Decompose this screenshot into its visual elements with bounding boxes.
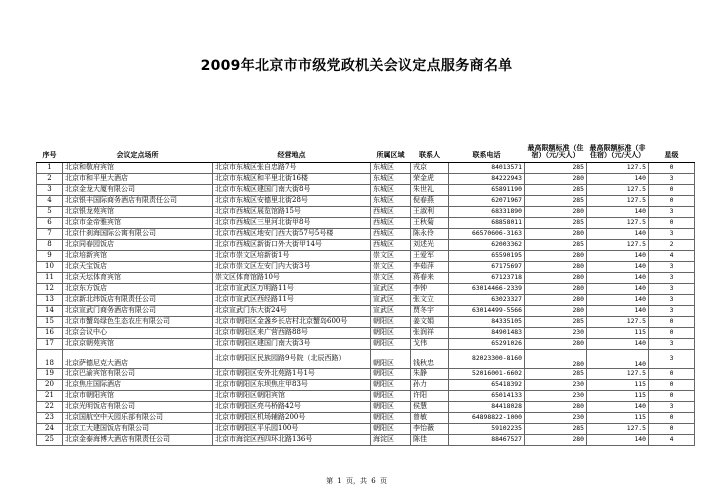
cell-district: 东城区 [371,185,411,196]
cell-venue-name: 北京东方饭店 [63,284,213,295]
cell-contact-person: 许阳 [411,391,449,402]
cell-venue-name: 北京培新宾馆 [63,251,213,262]
cell-price-lodging: 285 [525,369,587,380]
cell-price-lodging: 280 [525,207,587,218]
cell-phone: 84013571 [449,163,525,174]
cell-venue-name: 北京银龙苑宾馆 [63,207,213,218]
cell-phone: 64898822-1000 [449,413,525,424]
cell-district: 朝阳区 [371,413,411,424]
cell-address: 北京市朝阳区东坝焦庄甲83号 [213,380,371,391]
cell-price-no-lodging: 140 [587,350,649,369]
table-row [37,196,695,207]
cell-price-no-lodging: 140 [587,402,649,413]
cell-idx: 19 [37,369,63,380]
cell-address: 北京市朝阳区机场辅路200号 [213,413,371,424]
cell-price-no-lodging: 140 [587,229,649,240]
table-row [37,240,695,251]
footer-prefix: 第 [326,477,334,485]
cell-star: 0 [649,218,695,229]
cell-venue-name: 北京新北纬饭店有限责任公司 [63,295,213,306]
header-address: 经营地点 [213,126,371,163]
cell-price-lodging: 280 [525,251,587,262]
cell-price-lodging: 285 [525,317,587,328]
table-row [37,262,695,273]
cell-phone: 52016001-6602 [449,369,525,380]
cell-price-lodging: 280 [525,350,587,369]
cell-district: 宣武区 [371,284,411,295]
cell-price-lodging: 230 [525,380,587,391]
cell-idx: 10 [37,262,63,273]
cell-district: 崇文区 [371,273,411,284]
table-row [37,380,695,391]
cell-phone: 82023300-8160 [449,350,525,369]
header-phone: 联系电话 [449,126,525,163]
cell-idx: 25 [37,435,63,446]
cell-star: 3 [649,273,695,284]
cell-phone: 84335105 [449,317,525,328]
cell-district: 宣武区 [371,295,411,306]
cell-idx: 21 [37,391,63,402]
cell-address: 北京市崇文区培新街1号 [213,251,371,262]
cell-address: 北京市东城区和平里北街16楼 [213,174,371,185]
cell-contact-person: 王淑利 [411,207,449,218]
cell-idx: 16 [37,328,63,339]
cell-phone: 63014499-5566 [449,306,525,317]
cell-idx: 12 [37,284,63,295]
cell-price-lodging: 230 [525,413,587,424]
cell-idx: 13 [37,295,63,306]
cell-price-no-lodging: 127.5 [587,424,649,435]
cell-phone: 65291026 [449,339,525,350]
header-district: 所属区域 [371,126,411,163]
cell-phone: 63023327 [449,295,525,306]
table-row [37,424,695,435]
cell-price-lodging: 280 [525,295,587,306]
footer-page-number: 1 [337,477,342,485]
cell-phone: 62003362 [449,240,525,251]
cell-contact-person: 贾冬宇 [411,306,449,317]
cell-star: 0 [649,391,695,402]
table-row [37,402,695,413]
table-row [37,339,695,350]
cell-district: 朝阳区 [371,328,411,339]
cell-contact-person: 戎京 [411,163,449,174]
cell-idx: 4 [37,196,63,207]
cell-price-lodging: 285 [525,163,587,174]
cell-star: 3 [649,350,695,369]
cell-contact-person: 曾敏 [411,413,449,424]
cell-price-lodging: 285 [525,424,587,435]
cell-idx: 6 [37,218,63,229]
cell-district: 东城区 [371,163,411,174]
table-row [37,295,695,306]
table-row [37,218,695,229]
table-row [37,369,695,380]
cell-idx: 17 [37,339,63,350]
cell-address: 北京市宣武区西经路11号 [213,295,371,306]
cell-idx: 9 [37,251,63,262]
cell-contact-person: 王秋菊 [411,218,449,229]
cell-phone: 59102235 [449,424,525,435]
cell-price-no-lodging: 127.5 [587,185,649,196]
cell-phone: 67123718 [449,273,525,284]
cell-contact-person: 王爱军 [411,251,449,262]
vendor-table [36,126,695,446]
cell-district: 东城区 [371,174,411,185]
table-row [37,284,695,295]
cell-contact-person: 钱秋忠 [411,350,449,369]
cell-phone: 67175697 [449,262,525,273]
cell-price-no-lodging: 140 [587,262,649,273]
cell-phone: 84418028 [449,402,525,413]
cell-phone: 65891190 [449,185,525,196]
table-row [37,328,695,339]
cell-contact-person: 荣金虎 [411,174,449,185]
cell-price-no-lodging: 140 [587,174,649,185]
cell-district: 朝阳区 [371,350,411,369]
cell-price-lodging: 230 [525,328,587,339]
cell-address: 北京市西城区展览馆路15号 [213,207,371,218]
cell-venue-name: 北京工大建国饭店有限公司 [63,424,213,435]
cell-star: 3 [649,174,695,185]
cell-contact-person: 张润祥 [411,328,449,339]
cell-address: 北京市朝阳区亮马桥路42号 [213,402,371,413]
cell-price-lodging: 285 [525,240,587,251]
cell-district: 朝阳区 [371,402,411,413]
cell-venue-name: 北京什刹海国际公寓有限公司 [63,229,213,240]
cell-idx: 18 [37,350,63,369]
table-row [37,251,695,262]
cell-district: 东城区 [371,196,411,207]
cell-price-no-lodging: 115 [587,328,649,339]
page-footer [0,476,713,486]
cell-contact-person: 蒋春来 [411,273,449,284]
cell-price-no-lodging: 140 [587,435,649,446]
cell-address: 北京市海淀区西四环北路136号 [213,435,371,446]
cell-price-no-lodging: 115 [587,380,649,391]
cell-phone: 88467527 [449,435,525,446]
cell-contact-person: 陈佳 [411,435,449,446]
cell-contact-person: 李怡薇 [411,424,449,435]
cell-star: 3 [649,229,695,240]
cell-idx: 2 [37,174,63,185]
cell-venue-name: 北京京朝苑宾馆 [63,339,213,350]
cell-address: 崇文区体育馆路10号 [213,273,371,284]
cell-address: 北京市朝阳区安外北苑路1号1号 [213,369,371,380]
cell-address: 北京市东城区张自忠路7号 [213,163,371,174]
cell-idx: 22 [37,402,63,413]
page-title: 2009年北京市市级党政机关会议定点服务商名单 [200,58,513,74]
cell-price-no-lodging: 140 [587,284,649,295]
table-row [37,163,695,174]
cell-price-no-lodging: 115 [587,391,649,402]
cell-star: 3 [649,339,695,350]
cell-phone: 84222943 [449,174,525,185]
cell-phone: 66570606-3163 [449,229,525,240]
cell-price-no-lodging: 115 [587,413,649,424]
cell-venue-name: 北京国航空中天园乐部有限公司 [63,413,213,424]
cell-star: 0 [649,380,695,391]
footer-total-pages: 6 [371,477,376,485]
cell-contact-person: 张文立 [411,295,449,306]
cell-star: 3 [649,262,695,273]
header-idx: 序号 [37,126,63,163]
cell-star: 3 [649,207,695,218]
cell-price-lodging: 280 [525,435,587,446]
cell-venue-name: 北京金龙大厦有限公司 [63,185,213,196]
cell-contact-person: 朱静 [411,369,449,380]
cell-price-lodging: 280 [525,262,587,273]
cell-address: 北京市朝阳区朝阳宾馆 [213,391,371,402]
cell-contact-person: 李钟 [411,284,449,295]
cell-price-lodging: 280 [525,229,587,240]
cell-price-lodging: 280 [525,273,587,284]
cell-venue-name: 北京焦庄国际酒店 [63,380,213,391]
cell-price-no-lodging: 140 [587,339,649,350]
cell-price-lodging: 280 [525,402,587,413]
header-contact-person: 联系人 [411,126,449,163]
cell-district: 西城区 [371,218,411,229]
cell-phone: 68858011 [449,218,525,229]
cell-address: 北京市西城区地安门西大街57号5号楼 [213,229,371,240]
cell-price-lodging: 285 [525,218,587,229]
cell-address: 北京市宣武区万明路11号 [213,284,371,295]
cell-idx: 20 [37,380,63,391]
cell-address: 北京市西城区三里河北街甲8号 [213,218,371,229]
cell-star: 0 [649,317,695,328]
cell-district: 海淀区 [371,435,411,446]
cell-phone: 62071967 [449,196,525,207]
cell-address: 北京宣武门东大街24号 [213,306,371,317]
cell-venue-name: 北京萨德尼克大酒店 [63,350,213,369]
table-row [37,306,695,317]
cell-price-no-lodging: 127.5 [587,218,649,229]
cell-district: 崇文区 [371,251,411,262]
cell-district: 崇文区 [371,262,411,273]
cell-venue-name: 北京宣武门商务酒店有限公司 [63,306,213,317]
cell-district: 西城区 [371,229,411,240]
cell-price-lodging: 285 [525,185,587,196]
cell-contact-person: 孙力 [411,380,449,391]
cell-idx: 1 [37,163,63,174]
cell-address: 北京市朝阳区民族园路9号院（北辰西路） [213,350,371,369]
table-row [37,207,695,218]
table-header-row [37,126,695,163]
header-star: 星级 [649,126,695,163]
cell-venue-name: 北京市金帝雅宾馆 [63,218,213,229]
footer-mid: 页，共 [346,477,367,485]
table-row [37,185,695,196]
cell-district: 宣武区 [371,306,411,317]
cell-district: 朝阳区 [371,317,411,328]
cell-contact-person: 李茹萍 [411,262,449,273]
cell-idx: 3 [37,185,63,196]
header-price-lodging: 最高限额标准（住宿）（元/天人） [525,126,587,163]
cell-phone: 68331890 [449,207,525,218]
cell-price-no-lodging: 140 [587,295,649,306]
table-row [37,435,695,446]
cell-phone: 65590195 [449,251,525,262]
cell-price-no-lodging: 127.5 [587,240,649,251]
cell-venue-name: 北京市蟹岛绿色生态农庄有限公司 [63,317,213,328]
cell-contact-person: 朱世礼 [411,185,449,196]
cell-address: 北京市西城区新街口外大街甲14号 [213,240,371,251]
table-row [37,174,695,185]
cell-venue-name: 北京同春园饭店 [63,240,213,251]
cell-star: 2 [649,240,695,251]
cell-star: 3 [649,306,695,317]
cell-idx: 7 [37,229,63,240]
footer-suffix: 页 [379,477,387,485]
table-row [37,229,695,240]
cell-star: 3 [649,295,695,306]
cell-venue-name: 北京市朝阳宾馆 [63,391,213,402]
table-row [37,350,695,369]
cell-address: 北京市东城区安德里北街28号 [213,196,371,207]
cell-price-lodging: 285 [525,196,587,207]
cell-price-lodging: 280 [525,306,587,317]
cell-venue-name: 北京光明饭店有限公司 [63,402,213,413]
table-row [37,391,695,402]
cell-address: 北京市朝阳区来广营西路88号 [213,328,371,339]
cell-star: 4 [649,251,695,262]
cell-district: 西城区 [371,207,411,218]
header-price-no-lodging: 最高限额标准（非住宿）（元/天人） [587,126,649,163]
cell-price-no-lodging: 140 [587,251,649,262]
cell-star: 0 [649,424,695,435]
cell-contact-person: 戈伟 [411,339,449,350]
cell-price-no-lodging: 140 [587,273,649,284]
cell-contact-person: 侯慧 [411,402,449,413]
cell-phone: 65418392 [449,380,525,391]
cell-venue-name: 北京市和平里大酒店 [63,174,213,185]
cell-address: 北京市朝阳区金盏乡长店村北京蟹岛600号 [213,317,371,328]
cell-idx: 23 [37,413,63,424]
table-row [37,413,695,424]
cell-district: 朝阳区 [371,380,411,391]
cell-contact-person: 姜文娟 [411,317,449,328]
cell-price-no-lodging: 140 [587,306,649,317]
table-row [37,317,695,328]
cell-phone: 63014466-2339 [449,284,525,295]
cell-phone: 65014133 [449,391,525,402]
cell-star: 0 [649,413,695,424]
cell-address: 北京市崇文区左安门内大街3号 [213,262,371,273]
cell-venue-name: 北京和敬府宾馆 [63,163,213,174]
cell-star: 0 [649,196,695,207]
table-row [37,273,695,284]
cell-star: 0 [649,369,695,380]
cell-contact-person: 倪春燕 [411,196,449,207]
cell-star: 3 [649,402,695,413]
cell-idx: 8 [37,240,63,251]
cell-price-no-lodging: 127.5 [587,317,649,328]
cell-idx: 24 [37,424,63,435]
cell-district: 朝阳区 [371,391,411,402]
cell-price-no-lodging: 127.5 [587,163,649,174]
cell-price-no-lodging: 127.5 [587,196,649,207]
cell-venue-name: 北京金泰海博大酒店有限责任公司 [63,435,213,446]
cell-star: 0 [649,163,695,174]
cell-star: 0 [649,328,695,339]
cell-district: 朝阳区 [371,339,411,350]
cell-price-lodging: 280 [525,339,587,350]
cell-address: 北京市朝阳区平乐园100号 [213,424,371,435]
cell-price-lodging: 280 [525,174,587,185]
cell-address: 北京市朝阳区建国门南大街3号 [213,339,371,350]
cell-price-no-lodging: 127.5 [587,369,649,380]
header-venue-name: 会议定点场所 [63,126,213,163]
cell-contact-person: 刘述光 [411,240,449,251]
cell-star: 4 [649,435,695,446]
cell-venue-name: 北京银丰国际商务酒店有限责任公司 [63,196,213,207]
cell-star: 3 [649,284,695,295]
cell-address: 北京市东城区建国门南大街8号 [213,185,371,196]
cell-idx: 5 [37,207,63,218]
cell-idx: 15 [37,317,63,328]
cell-district: 朝阳区 [371,369,411,380]
cell-venue-name: 北京天宝饭店 [63,262,213,273]
cell-idx: 14 [37,306,63,317]
cell-price-lodging: 280 [525,284,587,295]
cell-star: 0 [649,185,695,196]
cell-price-no-lodging: 140 [587,207,649,218]
cell-venue-name: 北京会议中心 [63,328,213,339]
cell-district: 朝阳区 [371,424,411,435]
cell-phone: 84901483 [449,328,525,339]
cell-idx: 11 [37,273,63,284]
cell-venue-name: 北京巴渝宾馆有限公司 [63,369,213,380]
cell-contact-person: 陈永伶 [411,229,449,240]
cell-price-lodging: 230 [525,391,587,402]
cell-venue-name: 北京天坛体育宾馆 [63,273,213,284]
cell-district: 西城区 [371,240,411,251]
